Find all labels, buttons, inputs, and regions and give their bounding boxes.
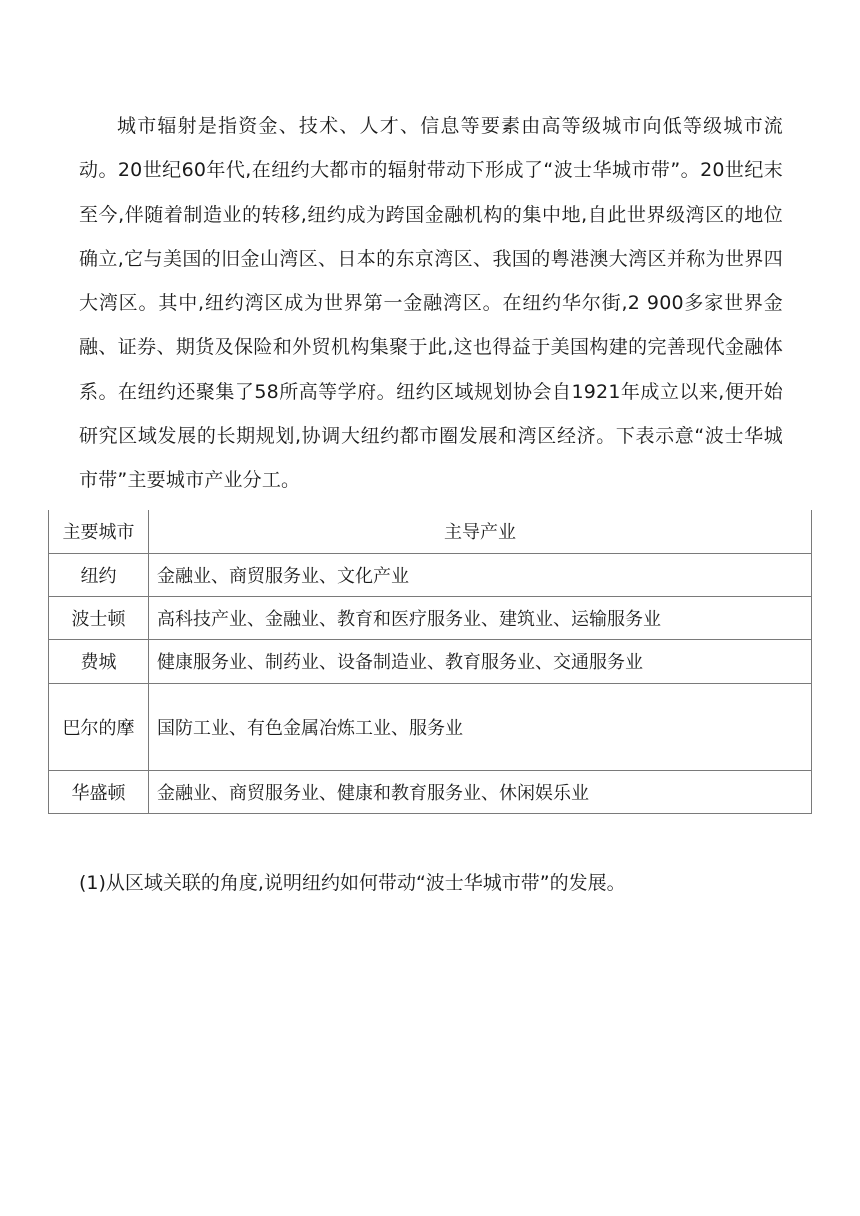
table-row bbox=[49, 770, 812, 813]
industry-cell: 金融业、商贸服务业、健康和教育服务业、休闲娱乐业 bbox=[149, 770, 812, 813]
city-cell: 费城 bbox=[49, 639, 149, 683]
city-cell: 华盛顿 bbox=[49, 770, 149, 813]
city-cell: 波士顿 bbox=[49, 596, 149, 639]
industry-cell: 国防工业、有色金属冶炼工业、服务业 bbox=[149, 683, 812, 770]
industry-cell: 高科技产业、金融业、教育和医疗服务业、建筑业、运输服务业 bbox=[149, 596, 812, 639]
table-row bbox=[49, 683, 812, 770]
table-row bbox=[49, 639, 812, 683]
reading-passage bbox=[79, 104, 783, 503]
industry-cell: 健康服务业、制药业、设备制造业、教育服务业、交通服务业 bbox=[149, 639, 812, 683]
table-row bbox=[49, 596, 812, 639]
passage-paragraph: 城市辐射是指资金、技术、人才、信息等要素由高等级城市向低等级城市流动。20世纪60年代,在纽约大都市的辐射带动下形成了“波士华城市带”。20世纪末至今,伴随着制造业的转移,纽约成为跨国金融机构的集中地,自此世界级湾区的地位确立,它与美国的旧金山湾区、日本的东京湾区、我国的粤港澳大湾区并称为世界四大湾区。其中,纽约湾区成为世界第一金融湾区。在纽约华尔街,2 900多家世界金融、证券、期货及保险和外贸机构集聚于此,这也得益于美国构建的完善现代金融体系。在纽约还聚集了58所高等学府。纽约区域规划协会自1921年成立以来,便开始研究区域发展的长期规划,协调大纽约都市圈发展和湾区经济。下表示意“波士华城市带”主要城市产业分工。 bbox=[79, 115, 783, 492]
table-row bbox=[49, 553, 812, 596]
header-city: 主要城市 bbox=[49, 510, 149, 553]
industry-cell: 金融业、商贸服务业、文化产业 bbox=[149, 553, 812, 596]
header-industry: 主导产业 bbox=[149, 510, 812, 553]
question-1: (1)从区域关联的角度,说明纽约如何带动“波士华城市带”的发展。 bbox=[79, 872, 626, 894]
industry-table bbox=[48, 510, 812, 814]
city-cell: 纽约 bbox=[49, 553, 149, 596]
table-header-row bbox=[49, 510, 812, 553]
city-cell: 巴尔的摩 bbox=[49, 683, 149, 770]
